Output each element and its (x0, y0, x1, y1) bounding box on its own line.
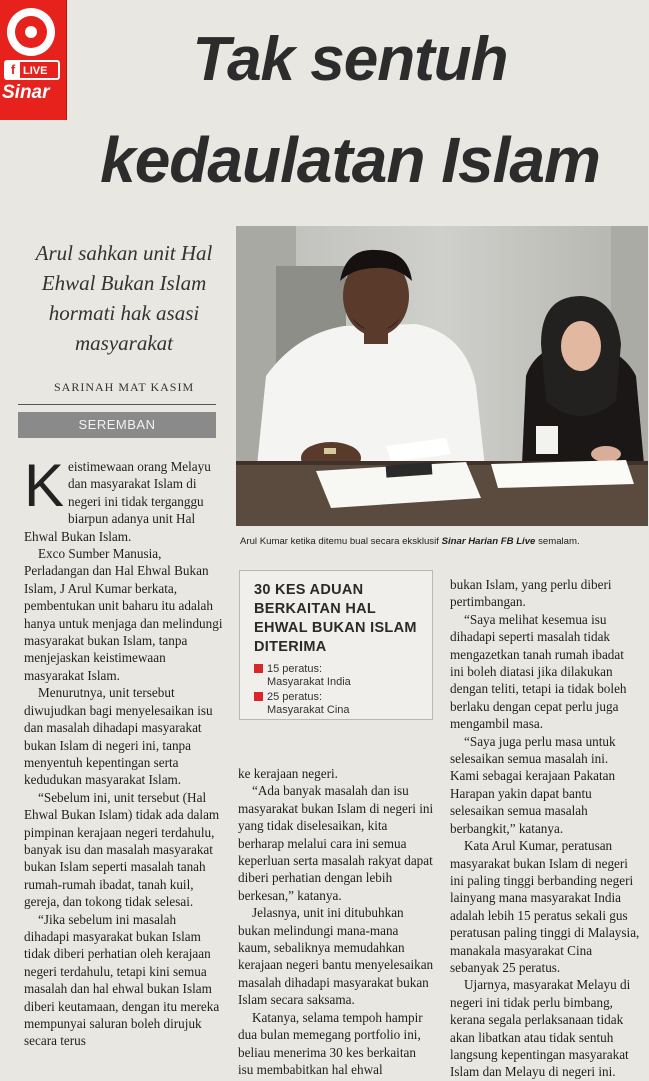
live-badge (4, 60, 60, 80)
paragraph: “Saya juga perlu masa untuk selesaikan semua masalah ini. Kami sebagai kerajaan Pakatan Harapan yakin dapat bantu selesaikan semua masalah berbangkit,” katanya. (450, 733, 616, 836)
location-bar: SEREMBAN (18, 412, 216, 438)
broadcast-icon (7, 8, 55, 56)
paragraph: Exco Sumber Manusia, Perladangan dan Hal Ehwal Bukan Islam, J Arul Kumar berkata, pembentukan unit baharu itu adalah hanya untuk menjaga dan melindungi masyarakat bukan Islam, tanpa menjejaskan keistimewaan masyarakat Islam. (24, 546, 223, 683)
paragraph: “Jika sebelum ini masalah dihadapi masyarakat bukan Islam tidak diberi perhatian oleh kerajaan negeri terdahulu, tetapi kini semua masalah dan hal ehwal bukan Islam diberi keutamaan, dengan itu mereka mempunyai saluran boleh dirujuk secara terus (24, 911, 220, 1049)
paragraph: bukan Islam, yang perlu diberi pertimbangan. (450, 577, 612, 610)
paragraph: Menurutnya, unit tersebut diwujudkan bagi menyelesaikan isu dan masalah dihadapi masyarakat bukan Islam di negeri ini, tanpa menyentuh kepentingan serta kedudukan masyarakat Islam. (24, 685, 213, 788)
paragraph: “Saya melihat kesemua isu dihadapi seperti masalah tidak mengazetkan tanah rumah ibadat ini boleh diatasi jika dilakukan dengan teliti, tetapi ia tidak boleh berlaku dengan cepat perlu juga mengambil masa. (450, 611, 627, 732)
caption-tail: semalam. (535, 536, 580, 547)
legend-sublabel: Masyarakat Cina (267, 704, 350, 716)
paragraph: ke kerajaan negeri. (238, 766, 338, 781)
legend-sublabel: Masyarakat India (267, 676, 351, 688)
subheadline: Arul sahkan unit Hal Ehwal Bukan Islam hormati hak asasi masyarakat (35, 241, 213, 355)
legend-item-india (254, 663, 424, 689)
paragraph: “Ada banyak masalah dan isu masyarakat bukan Islam di negeri ini yang tidak diselesaikan, kita berharap melalui cara ini semua keperluan serta masalah rakyat dapat diberi perhatian dengan lebih berkesan,” katanya. (238, 783, 434, 903)
headline-line-1: Tak sentuh (192, 25, 508, 94)
sinar-fb-live-logo (0, 0, 67, 120)
brand-name: Sinar (2, 82, 50, 103)
legend-label: 25 peratus: (267, 691, 323, 703)
byline: SARINAH MAT KASIM (54, 380, 195, 394)
info-box-title: 30 KES ADUAN BERKAITAN HAL EHWAL BUKAN ISLAM DITERIMA (254, 582, 417, 655)
interview-photo-illustration (236, 226, 648, 526)
legend-item-cina (254, 691, 424, 717)
paragraph: “Sebelum ini, unit tersebut (Hal Ehwal Bukan Islam) tidak ada dalam pimpinan kerajaan negeri terdahulu, banyak isu dan masalah masyarakat bukan Islam seperti masalah tanah rumah-rumah ibadat, tanah kuil, gereja, dan tokong tidak selesai. (24, 789, 220, 910)
paragraph: Ujarnya, masyarakat Melayu di negeri ini tidak perlu bimbang, kerana segala perlaksanaan tidak akan libatkan atau tidak sentuh langsung kepentingan masyarakat Islam dan Melayu di negeri ini. (450, 977, 631, 1080)
facebook-icon: f (6, 62, 20, 78)
headline-line-2: kedaulatan Islam (100, 124, 600, 196)
live-label: LIVE (23, 65, 48, 77)
legend-swatch (254, 692, 263, 701)
byline-divider (18, 404, 216, 405)
info-box (239, 570, 433, 720)
legend-label: 15 peratus: (267, 663, 323, 675)
legend-swatch (254, 664, 263, 673)
caption-text: Arul Kumar ketika ditemu bual secara eksklusif (240, 536, 442, 547)
paragraph: Katanya, selama tempoh hampir dua bulan memegang portfolio ini, beliau menerima 30 kes berkaitan isu membabitkan hal ehwal (238, 1009, 423, 1077)
paragraph: eistimewaan orang Melayu dan masyarakat Islam di negeri ini tidak terganggu biarpun adanya unit Hal Ehwal Bukan Islam. (24, 459, 211, 544)
article-column-1 (24, 452, 224, 1050)
article-column-2 (238, 765, 434, 1078)
paragraph: Kata Arul Kumar, peratusan masyarakat bukan Islam di negeri ini paling tinggi berbanding negeri lainyang mana masyarakat India adalah lebih 15 peratus sekali gus peratusan paling tinggi di Malaysia, manakala masyarakat Cina sebanyak 25 peratus. (450, 838, 640, 975)
photo-caption (240, 536, 645, 547)
paragraph: Jelasnya, unit ini ditubuhkan bukan melindungi mana-mana kaum, sebaliknya memudahkan kerajaan negeri bantu menyelesaikan masalah dihadapi masyarakat bukan Islam secara saksama. (238, 905, 434, 1008)
caption-source: Sinar Harian FB Live (441, 536, 536, 547)
interview-photo (236, 226, 648, 526)
article-column-3 (450, 576, 640, 1081)
drop-cap: K (24, 452, 65, 519)
